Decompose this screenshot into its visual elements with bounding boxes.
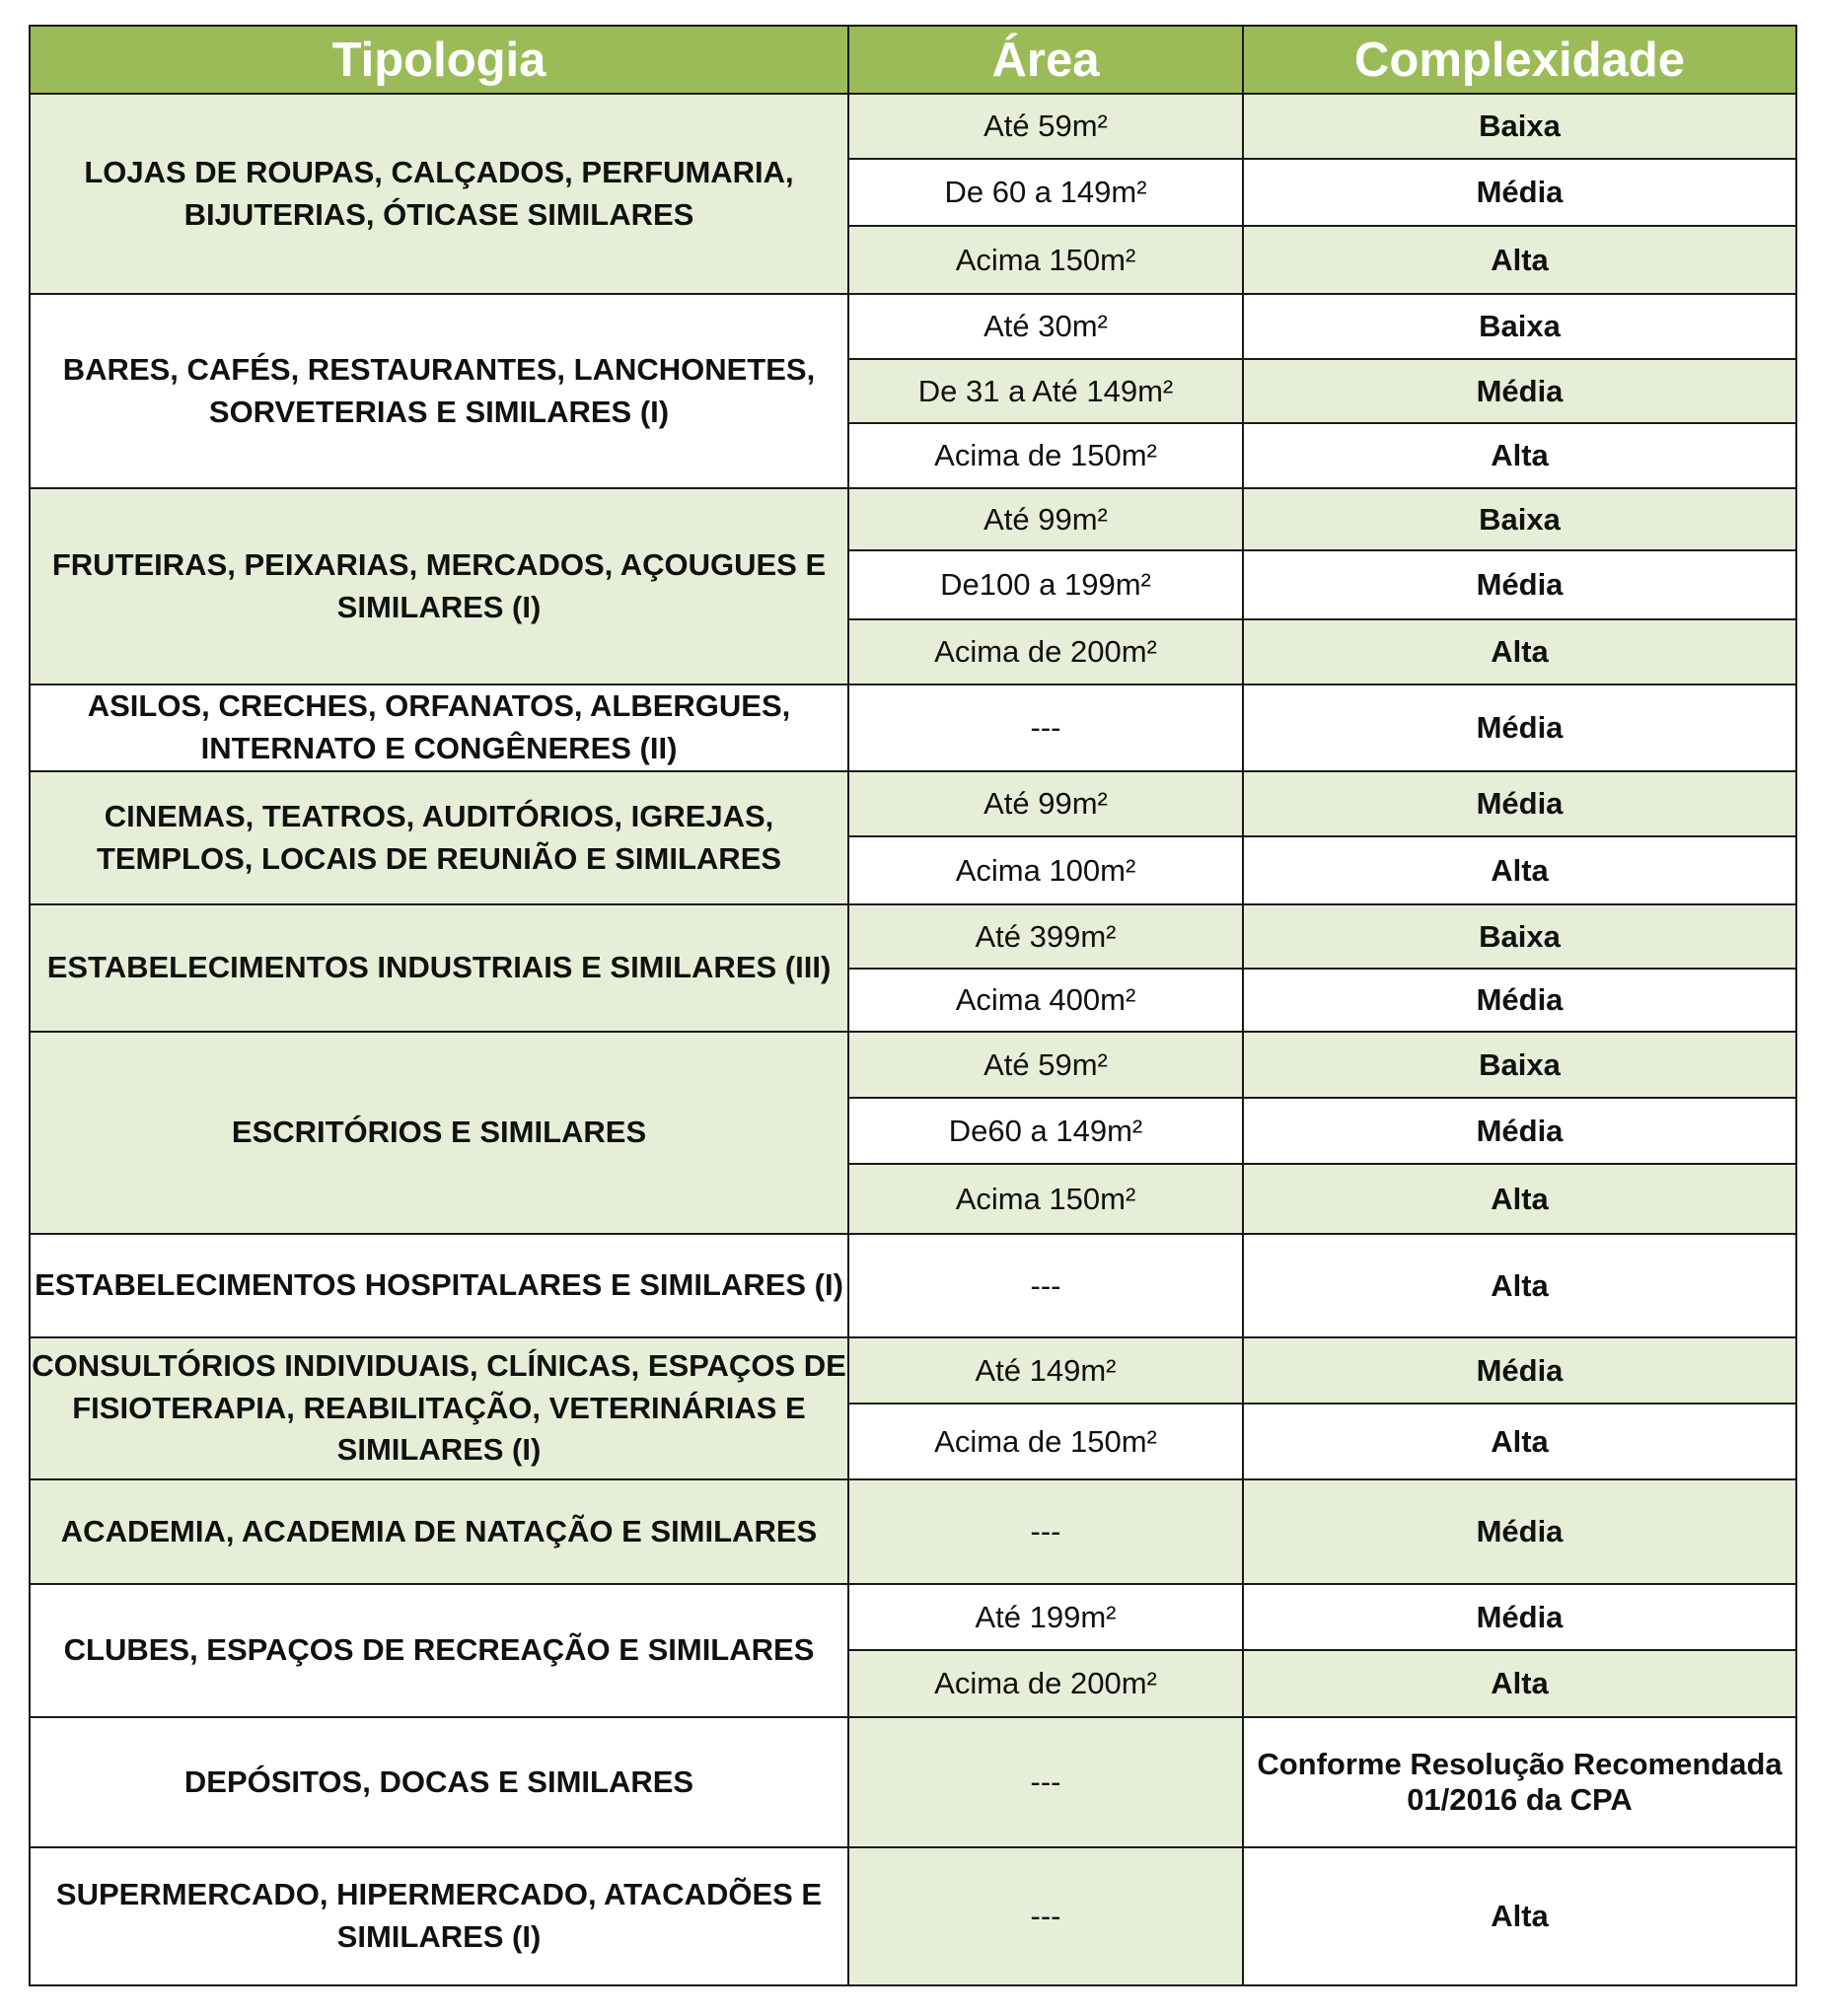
- table-row: [30, 904, 1796, 969]
- complexidade-cell: Baixa: [1243, 488, 1796, 550]
- tipologia-cell: ACADEMIA, ACADEMIA DE NATAÇÃO E SIMILARES: [30, 1479, 848, 1584]
- area-cell: ---: [848, 684, 1243, 771]
- table-row: [30, 1337, 1796, 1404]
- complexidade-cell: Alta: [1243, 1164, 1796, 1234]
- complexidade-cell: Média: [1243, 771, 1796, 836]
- area-cell: Acima 400m²: [848, 969, 1243, 1032]
- table-row: [30, 1847, 1796, 1985]
- typology-table: [29, 25, 1797, 1986]
- table-row: [30, 294, 1796, 359]
- complexidade-cell: Média: [1243, 159, 1796, 226]
- tipologia-cell: CONSULTÓRIOS INDIVIDUAIS, CLÍNICAS, ESPAÇOS DE FISIOTERAPIA, REABILITAÇÃO, VETERINÁRIAS E SIMILARES (I): [30, 1337, 848, 1479]
- area-cell: Até 59m²: [848, 1032, 1243, 1098]
- table-row: [30, 1717, 1796, 1847]
- area-cell: Até 30m²: [848, 294, 1243, 359]
- complexidade-cell: Alta: [1243, 1404, 1796, 1479]
- complexidade-cell: Alta: [1243, 423, 1796, 488]
- area-cell: ---: [848, 1234, 1243, 1337]
- complexidade-cell: Média: [1243, 1098, 1796, 1164]
- header-row: [30, 26, 1796, 94]
- area-cell: ---: [848, 1479, 1243, 1584]
- complexidade-cell: Média: [1243, 359, 1796, 423]
- header-complexidade: Complexidade: [1243, 26, 1796, 94]
- complexidade-cell: Alta: [1243, 836, 1796, 904]
- area-cell: De100 a 199m²: [848, 550, 1243, 619]
- complexidade-cell: Conforme Resolução Recomendada 01/2016 da CPA: [1243, 1717, 1796, 1847]
- tipologia-cell: ESTABELECIMENTOS HOSPITALARES E SIMILARES (I): [30, 1234, 848, 1337]
- area-cell: Até 99m²: [848, 488, 1243, 550]
- table-row: [30, 488, 1796, 550]
- complexidade-cell: Média: [1243, 550, 1796, 619]
- tipologia-cell: CLUBES, ESPAÇOS DE RECREAÇÃO E SIMILARES: [30, 1584, 848, 1717]
- table-row: [30, 771, 1796, 836]
- tipologia-cell: ASILOS, CRECHES, ORFANATOS, ALBERGUES, INTERNATO E CONGÊNERES (II): [30, 684, 848, 771]
- tipologia-cell: ESCRITÓRIOS E SIMILARES: [30, 1032, 848, 1234]
- area-cell: De60 a 149m²: [848, 1098, 1243, 1164]
- header-area: Área: [848, 26, 1243, 94]
- table-row: [30, 1584, 1796, 1650]
- complexidade-cell: Alta: [1243, 1234, 1796, 1337]
- area-cell: Acima de 150m²: [848, 1404, 1243, 1479]
- tipologia-cell: SUPERMERCADO, HIPERMERCADO, ATACADÕES E SIMILARES (I): [30, 1847, 848, 1985]
- tipologia-cell: BARES, CAFÉS, RESTAURANTES, LANCHONETES, SORVETERIAS E SIMILARES (I): [30, 294, 848, 488]
- area-cell: Acima de 200m²: [848, 619, 1243, 684]
- area-cell: Acima 150m²: [848, 1164, 1243, 1234]
- area-cell: Até 59m²: [848, 94, 1243, 159]
- complexidade-cell: Baixa: [1243, 1032, 1796, 1098]
- area-cell: Até 149m²: [848, 1337, 1243, 1404]
- complexidade-cell: Baixa: [1243, 904, 1796, 969]
- area-cell: Até 199m²: [848, 1584, 1243, 1650]
- area-cell: ---: [848, 1847, 1243, 1985]
- area-cell: Acima de 200m²: [848, 1650, 1243, 1717]
- area-cell: Acima 150m²: [848, 226, 1243, 294]
- area-cell: De 60 a 149m²: [848, 159, 1243, 226]
- complexidade-cell: Média: [1243, 684, 1796, 771]
- area-cell: Acima 100m²: [848, 836, 1243, 904]
- table-row: [30, 94, 1796, 159]
- complexidade-cell: Média: [1243, 969, 1796, 1032]
- complexidade-cell: Baixa: [1243, 94, 1796, 159]
- tipologia-cell: CINEMAS, TEATROS, AUDITÓRIOS, IGREJAS, TEMPLOS, LOCAIS DE REUNIÃO E SIMILARES: [30, 771, 848, 904]
- area-cell: Acima de 150m²: [848, 423, 1243, 488]
- table-body: [30, 94, 1796, 1985]
- area-cell: De 31 a Até 149m²: [848, 359, 1243, 423]
- tipologia-cell: LOJAS DE ROUPAS, CALÇADOS, PERFUMARIA, BIJUTERIAS, ÓTICASE SIMILARES: [30, 94, 848, 294]
- table-row: [30, 1234, 1796, 1337]
- complexidade-cell: Média: [1243, 1584, 1796, 1650]
- complexidade-cell: Baixa: [1243, 294, 1796, 359]
- complexidade-cell: Alta: [1243, 1650, 1796, 1717]
- area-cell: Até 99m²: [848, 771, 1243, 836]
- table-row: [30, 684, 1796, 771]
- table-row: [30, 1032, 1796, 1098]
- tipologia-cell: DEPÓSITOS, DOCAS E SIMILARES: [30, 1717, 848, 1847]
- tipologia-cell: FRUTEIRAS, PEIXARIAS, MERCADOS, AÇOUGUES E SIMILARES (I): [30, 488, 848, 684]
- area-cell: ---: [848, 1717, 1243, 1847]
- complexidade-cell: Alta: [1243, 226, 1796, 294]
- complexidade-cell: Média: [1243, 1479, 1796, 1584]
- tipologia-cell: ESTABELECIMENTOS INDUSTRIAIS E SIMILARES (III): [30, 904, 848, 1032]
- table-row: [30, 1479, 1796, 1584]
- complexidade-cell: Alta: [1243, 1847, 1796, 1985]
- complexidade-cell: Média: [1243, 1337, 1796, 1404]
- complexidade-cell: Alta: [1243, 619, 1796, 684]
- header-tipologia: Tipologia: [30, 26, 848, 94]
- area-cell: Até 399m²: [848, 904, 1243, 969]
